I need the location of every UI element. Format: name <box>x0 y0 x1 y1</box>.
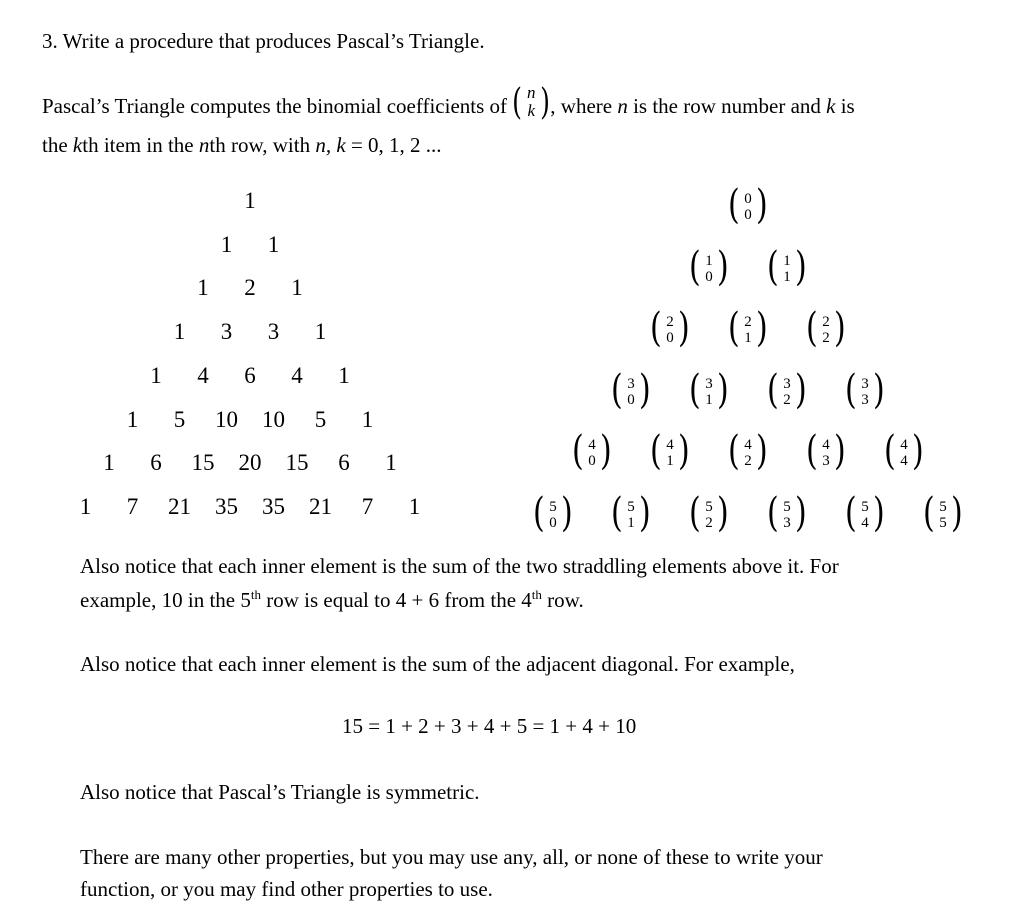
pascal-cell: 15 <box>285 450 309 476</box>
binomial-cell <box>648 305 692 355</box>
pascal-cell: 5 <box>173 406 186 432</box>
pascal-cell: 21 <box>309 493 332 519</box>
left-paren: ( <box>922 490 935 536</box>
binomial-n: 5 <box>861 499 869 515</box>
right-paren: ) <box>678 428 691 475</box>
pascal-cell: 3 <box>220 319 233 345</box>
binomial-n: 4 <box>900 437 908 454</box>
pascal-cell: 1 <box>197 275 209 301</box>
binomial-bottom: k <box>527 101 536 120</box>
binomial-k: 1 <box>627 515 635 531</box>
binomial-k: 3 <box>861 391 869 408</box>
binomial-cell <box>804 305 848 355</box>
binomial-n: 5 <box>549 499 557 515</box>
binomial-cell <box>843 490 887 540</box>
binomial-n: 4 <box>744 437 752 454</box>
pascal-cell: 1 <box>361 406 374 432</box>
binomial-n: 3 <box>627 375 635 392</box>
pascal-cell: 1 <box>126 406 139 432</box>
binomial-n: 2 <box>666 314 674 331</box>
pascal-cell: 4 <box>291 362 303 388</box>
right-paren: ) <box>834 305 847 352</box>
binomial-k: 2 <box>705 515 713 531</box>
left-paren: ( <box>649 305 662 352</box>
pascal-cell: 4 <box>197 362 209 388</box>
pascal-cell: 1 <box>103 450 115 476</box>
var-n: n <box>617 94 628 118</box>
binomial-k: 2 <box>783 391 791 408</box>
pascal-cell: 2 <box>244 275 256 301</box>
pascal-cell: 15 <box>191 450 215 476</box>
note-diagonal: Also notice that each inner element is the sum of the adjacent diagonal. For example, <box>80 652 795 676</box>
right-paren: ) <box>717 366 730 413</box>
binomial-n: 5 <box>627 499 635 515</box>
binomial-n: 4 <box>588 437 596 454</box>
intro-line-2 <box>42 133 442 158</box>
pascal-cell: 1 <box>267 231 280 257</box>
problem-heading: 3. Write a procedure that produces Pascal’s Triangle. <box>42 29 485 53</box>
left-paren: ( <box>571 428 584 475</box>
note1-c: row. <box>541 588 584 612</box>
right-paren: ) <box>756 305 769 352</box>
binomial-cell <box>687 490 731 540</box>
left-paren: ( <box>727 182 740 228</box>
right-paren: ) <box>951 490 964 536</box>
binomial-n: 1 <box>705 252 713 269</box>
binomial-cell <box>726 182 770 232</box>
pascal-cell: 1 <box>150 362 162 388</box>
right-paren: ) <box>795 243 808 290</box>
pascal-cell: 10 <box>262 406 285 432</box>
left-paren: ( <box>805 305 818 352</box>
binomial-n: 0 <box>744 191 752 207</box>
binomial-k: 0 <box>705 268 713 285</box>
pascal-cell: 10 <box>215 406 238 432</box>
intro-text-4: is <box>840 94 855 118</box>
binomial-n: 2 <box>744 314 752 331</box>
left-paren: ( <box>766 366 779 413</box>
binomial-k: 3 <box>822 453 830 470</box>
pascal-cell: 6 <box>338 450 350 476</box>
right-paren: ) <box>756 428 769 475</box>
binomial-k: 5 <box>939 515 947 531</box>
binomial-n: 1 <box>783 252 791 269</box>
binomial-cell <box>687 243 731 294</box>
binomial-cell <box>570 428 614 478</box>
binomial-cell <box>609 366 653 417</box>
binomial-n: 4 <box>666 437 674 454</box>
pascal-cell: 1 <box>385 450 397 476</box>
pascal-cell: 1 <box>408 493 421 519</box>
binomial-n: 5 <box>705 499 713 515</box>
binomial-cell <box>687 366 731 417</box>
binomial-n: 3 <box>861 375 869 392</box>
binomial-cell <box>726 305 770 355</box>
binomial-cell <box>882 428 926 478</box>
binomial-cell <box>726 428 770 478</box>
var-nk: n, k <box>315 133 346 157</box>
note-other-properties-line-2: function, or you may find other properties to use. <box>80 877 493 901</box>
left-paren: ( <box>844 490 857 536</box>
right-paren: ) <box>912 428 925 475</box>
right-paren: ) <box>678 305 691 352</box>
left-paren: ( <box>766 243 779 290</box>
pascal-cell: 7 <box>126 493 139 519</box>
superscript-th-2: th <box>531 587 542 602</box>
right-paren: ) <box>639 366 652 413</box>
right-paren: ) <box>795 366 808 413</box>
right-paren: ) <box>639 490 652 536</box>
binomial-cell <box>804 428 848 478</box>
pascal-cell: 35 <box>262 493 285 519</box>
binomial-k: 2 <box>822 330 830 347</box>
right-paren: ) <box>600 428 613 475</box>
left-paren: ( <box>727 305 740 352</box>
binomial-cell <box>765 490 809 540</box>
left-paren: ( <box>727 428 740 475</box>
left-paren: ( <box>610 490 623 536</box>
intro-text-3: is the row number and <box>633 94 821 118</box>
binomial-cell <box>843 366 887 417</box>
right-paren: ) <box>873 366 886 413</box>
right-paren: ) <box>873 490 886 536</box>
binomial-n: 3 <box>783 375 791 392</box>
binomial-n: 3 <box>705 375 713 392</box>
binomial-k: 1 <box>666 453 674 470</box>
binomial-k: 4 <box>861 515 869 531</box>
binomial-k: 0 <box>627 391 635 408</box>
pascal-cell: 35 <box>215 493 238 519</box>
right-paren: ) <box>834 428 847 475</box>
diagonal-equation: 15 = 1 + 2 + 3 + 4 + 5 = 1 + 4 + 10 <box>342 714 637 738</box>
var-nth: n <box>198 133 210 157</box>
binomial-top: n <box>527 83 536 102</box>
right-paren: ) <box>717 243 730 290</box>
binomial-cell <box>609 490 653 540</box>
binomial-cell <box>648 428 692 478</box>
pascal-cell: 6 <box>244 362 256 388</box>
note-straddling-line-1: Also notice that each inner element is the sum of the two straddling elements above it. For <box>80 554 839 578</box>
pascal-cell: 5 <box>314 406 327 432</box>
left-paren: ( <box>805 428 818 475</box>
binomial-k: 0 <box>549 515 557 531</box>
binomial-cell <box>921 490 965 540</box>
intro-text-1: Pascal’s Triangle computes the binomial coefficients of <box>42 94 508 118</box>
right-paren: ) <box>756 182 769 228</box>
superscript-th-1: th <box>250 587 261 602</box>
left-paren: ( <box>532 490 545 536</box>
pascal-cell: 1 <box>79 493 92 519</box>
intro-l2-d: = 0, 1, 2 ... <box>345 133 442 157</box>
intro-l2-c: th row, with <box>209 133 311 157</box>
left-paren: ( <box>688 366 701 413</box>
pascal-cell: 3 <box>267 319 280 345</box>
right-paren: ) <box>561 490 574 536</box>
right-paren: ) <box>795 490 808 536</box>
note-straddling-line-2 <box>80 587 584 613</box>
binomial-cell <box>765 366 809 417</box>
binomial-n: 5 <box>939 499 947 515</box>
var-kth: k <box>72 133 83 157</box>
left-paren: ( <box>883 428 896 475</box>
binomial-k: 1 <box>705 391 713 408</box>
right-paren: ) <box>717 490 730 536</box>
pascal-cell: 1 <box>338 362 350 388</box>
binomial-n: 5 <box>783 499 791 515</box>
pascal-cell: 1 <box>244 188 256 213</box>
binomial-n: 2 <box>822 314 830 331</box>
intro-text-2: , where <box>550 94 613 118</box>
binomial-k: 0 <box>666 330 674 347</box>
binomial-k: 1 <box>783 268 791 285</box>
left-paren: ( <box>610 366 623 413</box>
pascal-cell: 20 <box>238 450 262 476</box>
left-paren: ( <box>688 243 701 290</box>
pascal-cell: 7 <box>361 493 374 519</box>
pascal-cell: 6 <box>150 450 162 476</box>
pascal-cell: 21 <box>168 493 191 519</box>
left-paren: ( <box>844 366 857 413</box>
intro-l2-a: the <box>42 133 68 157</box>
pascal-cell: 1 <box>173 319 186 345</box>
binomial-n: 4 <box>822 437 830 454</box>
var-k: k <box>826 94 836 118</box>
binomial-k: 2 <box>744 453 752 470</box>
pascal-cell: 1 <box>314 319 327 345</box>
intro-l2-b: th item in the <box>82 133 194 157</box>
binomial-k: 4 <box>900 453 908 470</box>
inline-binomial: ( n k ) <box>512 82 551 123</box>
left-paren: ( <box>688 490 701 536</box>
pascal-cell: 1 <box>291 275 303 301</box>
note-symmetric: Also notice that Pascal’s Triangle is symmetric. <box>80 780 480 804</box>
note-other-properties-line-1: There are many other properties, but you may use any, all, or none of these to write your <box>80 845 823 869</box>
note1-b: row is equal to 4 + 6 from the 4 <box>261 588 532 612</box>
pascal-cell: 1 <box>220 231 233 257</box>
binomial-k: 0 <box>744 207 752 223</box>
intro-line-1 <box>42 82 855 123</box>
binomial-k: 1 <box>744 330 752 347</box>
binomial-k: 0 <box>588 453 596 470</box>
left-paren: ( <box>766 490 779 536</box>
binomial-cell <box>765 243 809 294</box>
binomial-cell <box>531 490 575 540</box>
note1-a: example, 10 in the 5 <box>80 588 251 612</box>
left-paren: ( <box>649 428 662 475</box>
binomial-k: 3 <box>783 515 791 531</box>
